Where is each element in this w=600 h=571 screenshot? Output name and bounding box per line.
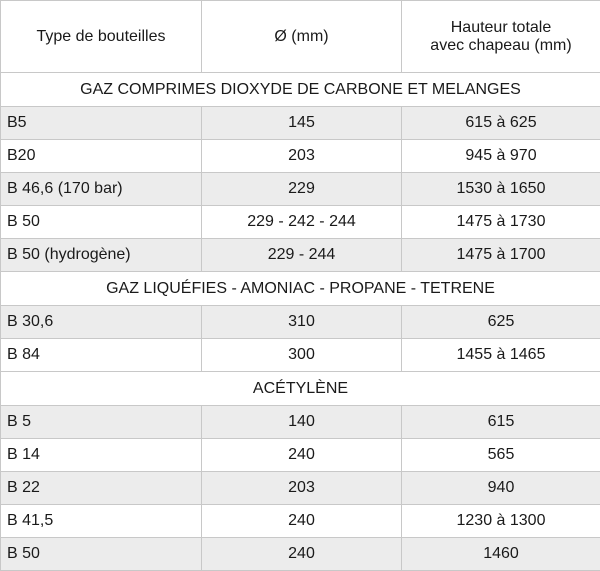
section-header-row xyxy=(1,372,600,406)
cell-diameter: 229 - 244 xyxy=(202,239,402,272)
table-row xyxy=(1,339,600,372)
cell-diameter: 229 xyxy=(202,173,402,206)
cell-bottle-type: B 50 xyxy=(1,538,202,571)
cell-height: 1455 à 1465 xyxy=(402,339,600,372)
cell-height: 1530 à 1650 xyxy=(402,173,600,206)
cell-diameter: 203 xyxy=(202,472,402,505)
cell-height: 1475 à 1700 xyxy=(402,239,600,272)
table-row xyxy=(1,206,600,239)
cell-diameter: 203 xyxy=(202,140,402,173)
section-header-row xyxy=(1,272,600,306)
cell-diameter: 240 xyxy=(202,439,402,472)
cell-height: 945 à 970 xyxy=(402,140,600,173)
cell-height: 1460 xyxy=(402,538,600,571)
header-diameter: Ø (mm) xyxy=(202,1,402,73)
cell-bottle-type: B5 xyxy=(1,107,202,140)
cell-diameter: 140 xyxy=(202,406,402,439)
table-header-row xyxy=(1,1,600,73)
cell-height: 1475 à 1730 xyxy=(402,206,600,239)
cell-height: 615 xyxy=(402,406,600,439)
header-total-height xyxy=(402,1,600,73)
cell-bottle-type: B 50 xyxy=(1,206,202,239)
header-bottle-type: Type de bouteilles xyxy=(1,1,202,73)
cell-bottle-type: B 14 xyxy=(1,439,202,472)
table-row xyxy=(1,472,600,505)
cell-bottle-type: B 30,6 xyxy=(1,306,202,339)
table-row xyxy=(1,107,600,140)
cell-bottle-type: B 50 (hydrogène) xyxy=(1,239,202,272)
table-row xyxy=(1,406,600,439)
table-row xyxy=(1,439,600,472)
cell-diameter: 229 - 242 - 244 xyxy=(202,206,402,239)
cell-diameter: 240 xyxy=(202,505,402,538)
cell-bottle-type: B 46,6 (170 bar) xyxy=(1,173,202,206)
cell-height: 940 xyxy=(402,472,600,505)
table-row xyxy=(1,306,600,339)
table-row xyxy=(1,239,600,272)
section-header-row xyxy=(1,73,600,107)
cell-bottle-type: B 5 xyxy=(1,406,202,439)
table-row xyxy=(1,173,600,206)
table-row xyxy=(1,140,600,173)
header-total-height-line2: avec chapeau (mm) xyxy=(402,37,600,55)
cell-height: 1230 à 1300 xyxy=(402,505,600,538)
table-row xyxy=(1,538,600,571)
cell-height: 625 xyxy=(402,306,600,339)
header-total-height-line1: Hauteur totale xyxy=(402,19,600,37)
cell-diameter: 240 xyxy=(202,538,402,571)
section-title-compressed-gas: GAZ COMPRIMES DIOXYDE DE CARBONE ET MELANGES xyxy=(1,73,600,107)
section-title-liquefied-gas: GAZ LIQUÉFIES - AMONIAC - PROPANE - TETRENE xyxy=(1,272,600,306)
cell-height: 615 à 625 xyxy=(402,107,600,140)
cell-bottle-type: B 22 xyxy=(1,472,202,505)
table-row xyxy=(1,505,600,538)
cell-diameter: 300 xyxy=(202,339,402,372)
cell-bottle-type: B 41,5 xyxy=(1,505,202,538)
cell-diameter: 145 xyxy=(202,107,402,140)
cell-bottle-type: B 84 xyxy=(1,339,202,372)
cell-height: 565 xyxy=(402,439,600,472)
cell-diameter: 310 xyxy=(202,306,402,339)
cell-bottle-type: B20 xyxy=(1,140,202,173)
section-title-acetylene: ACÉTYLÈNE xyxy=(1,372,600,406)
